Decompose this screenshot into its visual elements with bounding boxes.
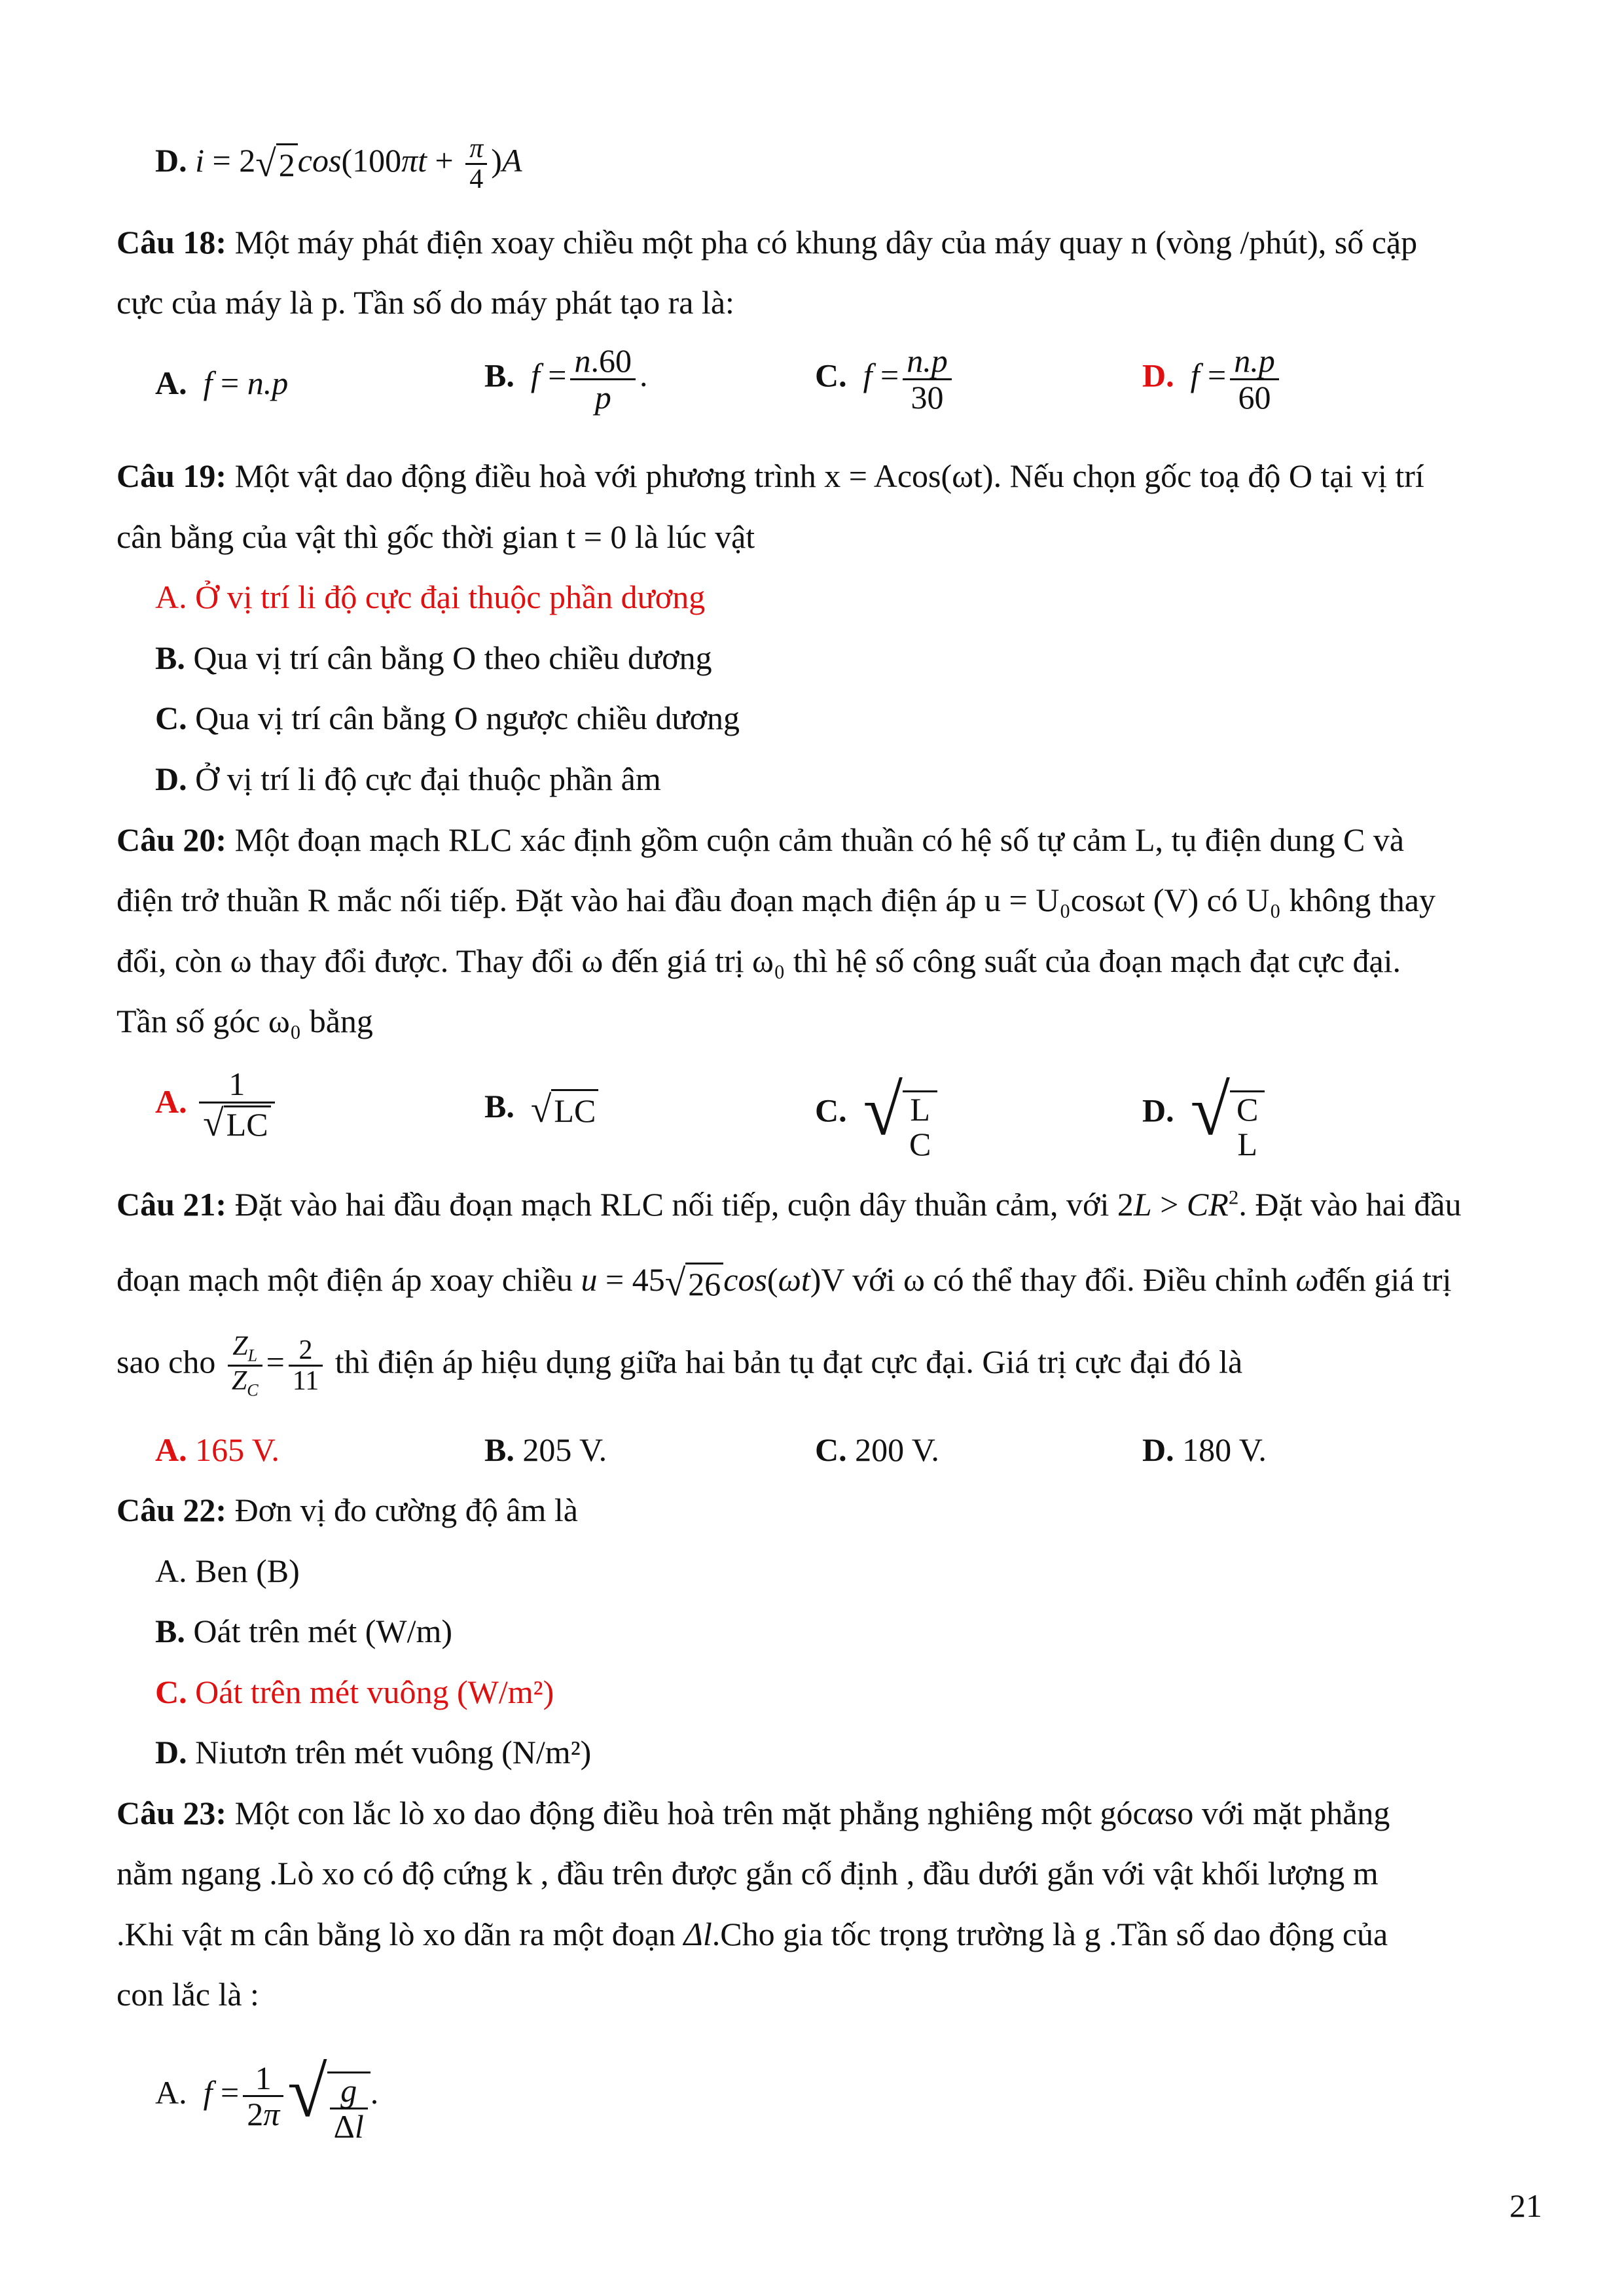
- q18-option-c: C. f = $\frac{n.p}{30}$: [815, 344, 956, 414]
- q19-option-c: C. Qua vị trí cân bằng O ngược chiều dương: [155, 700, 740, 736]
- q23-stem-line3: .Khi vật m cân bằng lò xo dãn ra một đoạn Δl.Cho gia tốc trọng trường là g .Tần số dao động của: [117, 1916, 1388, 1952]
- q18-label: Câu 18:: [117, 224, 227, 260]
- q20-option-a: A. $\frac{1}{√LC}$: [155, 1067, 279, 1143]
- q23-label: Câu 23:: [117, 1795, 227, 1831]
- q22-label: Câu 22:: [117, 1492, 227, 1528]
- q21-stem-line1: Câu 21: Đặt vào hai đầu đoạn mạch RLC nối tiếp, cuộn dây thuần cảm, với $2L > CR^2$. Đặt vào hai đầu: [117, 1185, 1462, 1223]
- q20-label: Câu 20:: [117, 821, 227, 858]
- q20-stem-line4: Tần số góc ω₀ bằng: [117, 1003, 373, 1039]
- q20-stem-line1: Câu 20: Một đoạn mạch RLC xác định gồm cuộn cảm thuần có hệ số tự cảm L, tụ điện dung C và: [117, 821, 1405, 858]
- q19-option-b: B. Qua vị trí cân bằng O theo chiều dương: [155, 639, 712, 676]
- q21-stem-line2: đoạn mạch một điện áp xoay chiều u = 45√26cos(ωt)V với ω có thể thay đổi. Điều chỉnh ωđến giá trị: [117, 1261, 1452, 1304]
- q21-option-a: A. 165 V.: [155, 1431, 280, 1468]
- q20-option-b: B. √LC: [484, 1086, 598, 1132]
- q19-label: Câu 19:: [117, 457, 227, 494]
- q21-label: Câu 21:: [117, 1186, 227, 1223]
- q19-stem-line1: Câu 19: Một vật dao động điều hoà với phương trình x = Acos(ωt). Nếu chọn gốc toạ độ O tại vị trí: [117, 457, 1424, 494]
- q23-stem-line4: con lắc là :: [117, 1976, 259, 2013]
- q22-stem-line1: Câu 22: Đơn vị đo cường độ âm là: [117, 1492, 578, 1528]
- q18-option-d: D. f = $\frac{n.p}{60}$: [1142, 344, 1283, 414]
- q19-stem-line2: cân bằng của vật thì gốc thời gian t = 0 là lúc vật: [117, 518, 755, 555]
- q18-option-b: B. f = $\frac{n.60}{p}$ .: [484, 342, 648, 416]
- q21-stem-line3: sao cho $\frac{Z_L}{Z_C}$ = $\frac{2}{11}$ thì điện áp hiệu dụng giữa hai bản tụ đạt cực đại. Giá trị cực đại đó là: [117, 1331, 1243, 1400]
- q22-option-d: D. Niutơn trên mét vuông (N/m²): [155, 1734, 592, 1770]
- q21-option-b: B. 205 V.: [484, 1431, 607, 1468]
- q18-stem-line1: Câu 18: Một máy phát điện xoay chiều một pha có khung dây của máy quay n (vòng /phút), số cặp: [117, 224, 1418, 260]
- q20-option-c: C. √ L C: [815, 1067, 937, 1161]
- q23-option-a: A. f = $\frac{1}{2\pi}$ √ $\frac{g}{\Delta l}$ .: [155, 2052, 379, 2145]
- q20-option-d: D. √ C L: [1142, 1067, 1265, 1161]
- q17-option-d-expr: i = 2√2cos(100πt + $\frac{\pi}{4}$ )A: [195, 134, 522, 195]
- q22-option-b: B. Oát trên mét (W/m): [155, 1613, 453, 1649]
- q17-option-d-label: D.: [155, 142, 187, 179]
- q18-stem-line2: cực của máy là p. Tần số do máy phát tạo ra là:: [117, 284, 734, 321]
- q22-option-a: A. Ben (B): [155, 1552, 300, 1589]
- q21-option-c: C. 200 V.: [815, 1431, 939, 1468]
- page-number: 21: [1509, 2187, 1542, 2224]
- q22-option-c: C. Oát trên mét vuông (W/m²): [155, 1674, 554, 1710]
- q19-option-a: A. Ở vị trí li độ cực đại thuộc phần dương: [155, 579, 706, 615]
- q21-option-d: D. 180 V.: [1142, 1431, 1267, 1468]
- q18-option-a: A. f = n.p: [155, 365, 289, 401]
- q23-stem-line1: Câu 23: Một con lắc lò xo dao động điều hoà trên mặt phẳng nghiêng một gócαso với mặt phẳng: [117, 1795, 1390, 1831]
- q19-option-d: D. Ở vị trí li độ cực đại thuộc phần âm: [155, 761, 661, 797]
- q23-stem-line2: nằm ngang .Lò xo có độ cứng k , đầu trên được gắn cố định , đầu dưới gắn với vật khối lượng m: [117, 1855, 1379, 1892]
- q20-stem-line3: đổi, còn ω thay đổi được. Thay đổi ω đến giá trị ω₀ thì hệ số công suất của đoạn mạch đạt cực đại.: [117, 942, 1401, 979]
- q20-stem-line2: điện trở thuần R mắc nối tiếp. Đặt vào hai đầu đoạn mạch điện áp u = U₀cosωt (V) có U₀ không thay: [117, 882, 1435, 918]
- q17-option-d: [155, 134, 522, 194]
